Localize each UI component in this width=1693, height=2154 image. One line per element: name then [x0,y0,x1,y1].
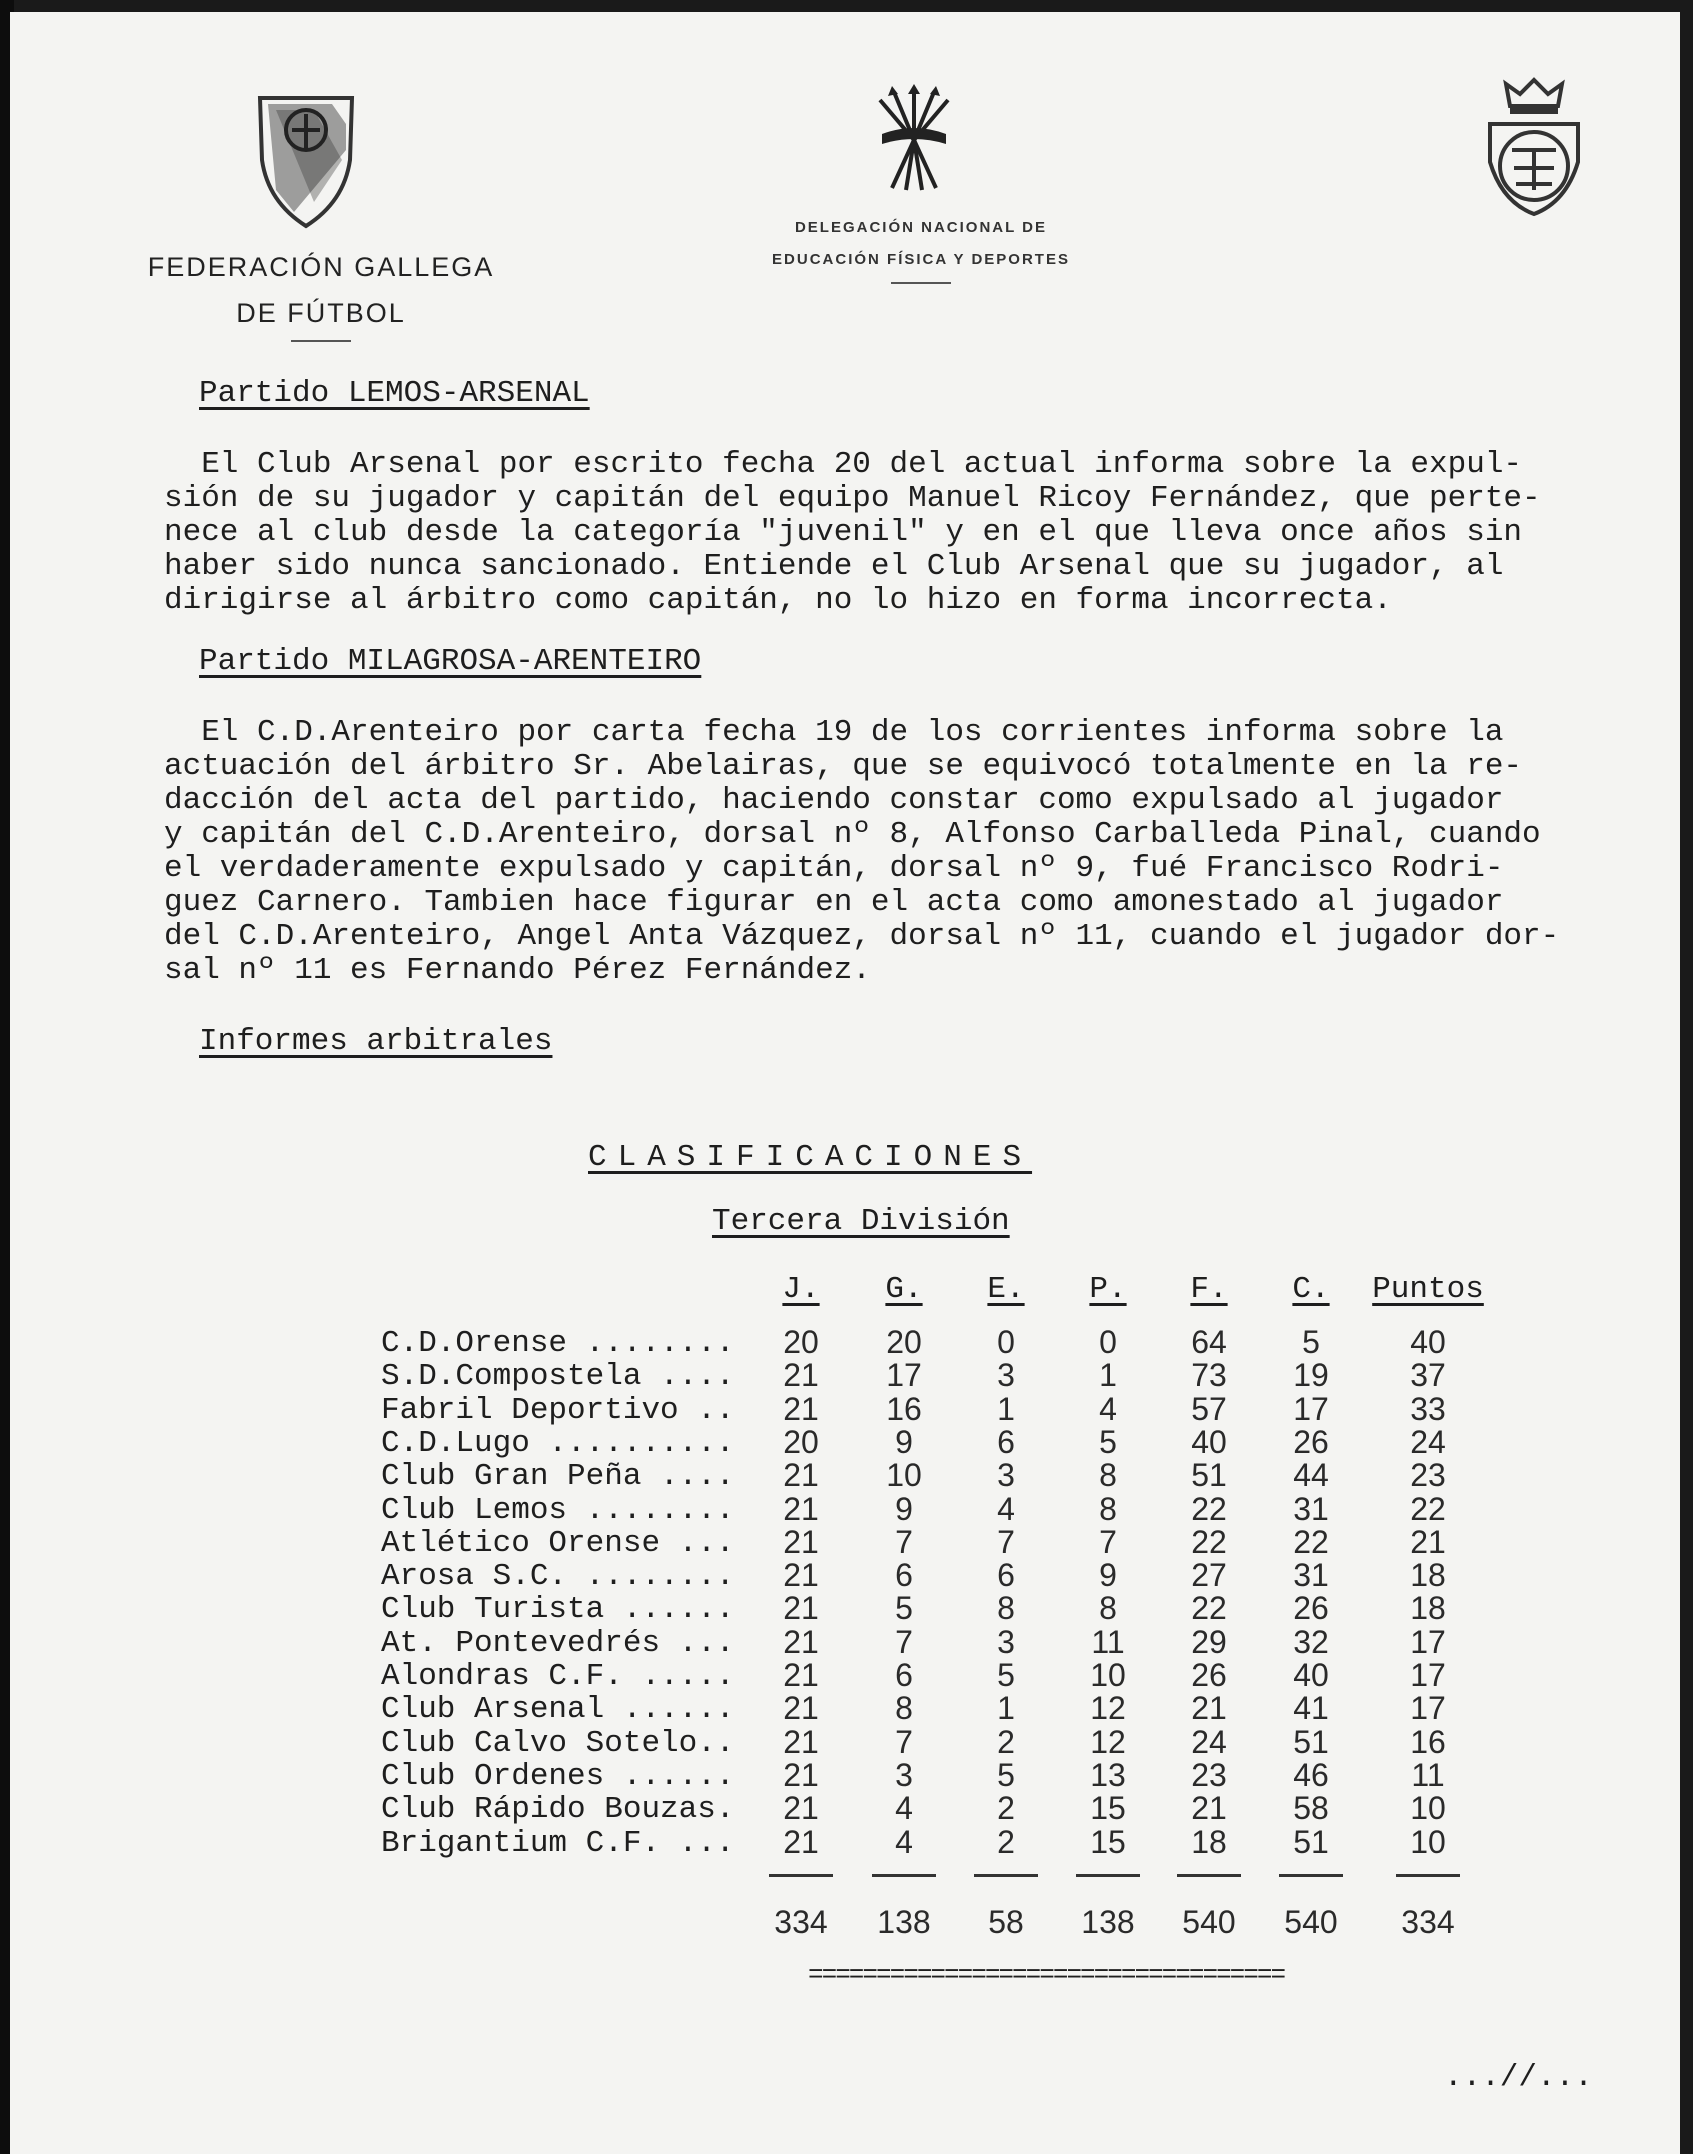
sum-rule [1076,1874,1140,1877]
table-cell: 8 [1099,1457,1117,1494]
table-cell: 21 [783,1523,819,1560]
team-name: At. Pontevedrés ... [381,1625,735,1661]
table-cell: 64 [1191,1324,1227,1360]
text-line: sal nº 11 es Fernando Pérez Fernández. [164,953,871,988]
sum-rule [1177,1874,1241,1877]
team-name: C.D.Lugo .......... [381,1425,735,1461]
table-cell: 10 [886,1457,922,1494]
table-cell: 12 [1090,1723,1126,1760]
text-line: guez Carnero. Tambien hace figurar en el acta como amonestado al jugador [164,885,1504,920]
table-cell: 22 [1191,1490,1227,1527]
table-cell: 16 [1410,1723,1446,1760]
yoke-arrows-icon [872,82,956,194]
team-name: Alondras C.F. ..... [381,1659,735,1694]
table-cell: 44 [1293,1457,1329,1494]
text-line: dacción del acta del partido, haciendo constar como expulsado al jugador [164,783,1504,818]
federation-crest-icon [254,90,358,230]
column-total: 334 [774,1904,828,1940]
table-cell: 31 [1293,1557,1329,1594]
text-line: dirigirse al árbitro como capitán, no lo hizo en forma incorrecta. [164,583,1392,618]
table-cell: 5 [1302,1324,1320,1360]
table-cell: 6 [895,1557,913,1594]
text-line: El Club Arsenal por escrito fecha 20 del actual informa sobre la expul- [164,447,1523,482]
table-cell: 2 [997,1823,1015,1860]
royal-crest-icon [1482,76,1586,218]
table-cell: 4 [895,1823,913,1860]
table-cell: 9 [1099,1557,1117,1594]
double-rule: =================================== [808,1960,1285,1990]
table-cell: 11 [1091,1623,1125,1660]
table-cell: 51 [1293,1723,1329,1760]
table-cell: 8 [1099,1590,1117,1627]
text-line: del C.D.Arenteiro, Angel Anta Vázquez, dorsal nº 11, cuando el jugador dor- [164,919,1560,954]
table-cell: 1 [997,1390,1015,1427]
federation-name [126,244,516,342]
team-name: Club Ordenes ...... [381,1758,735,1794]
table-cell: 10 [1410,1790,1446,1827]
table-cell: 10 [1410,1823,1446,1860]
table-cell: 22 [1410,1490,1446,1527]
table-cell: 41 [1293,1690,1329,1727]
table-cell: 29 [1191,1623,1227,1660]
table-cell: 19 [1293,1357,1329,1394]
table-cell: 22 [1191,1590,1227,1627]
table-cell: 33 [1410,1390,1446,1427]
section-heading-informes-arbitrales: Informes arbitrales [199,1024,553,1059]
document-page [10,12,1680,2154]
team-name: Club Arsenal ...... [381,1692,735,1728]
table-cell: 3 [997,1623,1015,1660]
sum-rule [974,1874,1038,1877]
divider [891,282,951,284]
table-cell: 18 [1410,1557,1446,1594]
table-cell: 26 [1293,1590,1329,1627]
text-line: El C.D.Arenteiro por carta fecha 19 de los corrientes informa sobre la [164,715,1504,750]
table-cell: 18 [1191,1823,1227,1860]
table-cell: 17 [1410,1690,1446,1727]
text-line: y capitán del C.D.Arenteiro, dorsal nº 8, Alfonso Carballeda Pinal, cuando [164,817,1541,852]
table-cell: 21 [1191,1690,1227,1727]
column-header: Puntos [1372,1272,1484,1307]
team-name: Fabril Deportivo .. [381,1392,735,1428]
team-name: Club Calvo Sotelo.. [381,1725,735,1761]
table-cell: 0 [997,1324,1015,1360]
table-cell: 5 [1099,1423,1117,1460]
table-cell: 40 [1191,1423,1227,1460]
table-cell: 1 [1099,1357,1117,1394]
sum-rule [1279,1874,1343,1877]
table-cell: 40 [1410,1324,1446,1360]
table-cell: 5 [997,1657,1015,1693]
table-cell: 9 [895,1490,913,1527]
table-cell: 17 [1293,1390,1329,1427]
table-cell: 23 [1191,1756,1227,1793]
table-cell: 17 [1410,1623,1446,1660]
column-total: 334 [1401,1904,1455,1940]
delegation-name-line2: EDUCACIÓN FÍSICA Y DEPORTES [772,251,1070,268]
federation-name-line2: DE FÚTBOL [236,298,406,328]
table-cell: 12 [1090,1690,1126,1727]
table-cell: 1 [997,1690,1015,1727]
sum-rule [872,1874,936,1877]
divider [291,340,351,342]
table-cell: 7 [895,1523,913,1560]
table-cell: 16 [886,1390,922,1427]
text-line: nece al club desde la categoría "juvenil" y en el que lleva once años sin [164,515,1523,550]
table-cell: 21 [783,1657,819,1693]
table-cell: 7 [997,1523,1015,1560]
table-cell: 58 [1293,1790,1329,1827]
team-name: C.D.Orense ........ [381,1326,735,1361]
column-total: 138 [1081,1904,1135,1940]
delegation-name-line1: DELEGACIÓN NACIONAL DE [794,219,1048,236]
table-cell: 18 [1410,1590,1446,1627]
table-cell: 3 [895,1756,913,1793]
table-cell: 20 [886,1324,922,1360]
column-header: F. [1190,1272,1228,1307]
table-cell: 3 [997,1457,1015,1494]
column-header: P. [1089,1272,1127,1307]
team-name: Arosa S.C. ........ [381,1559,735,1595]
table-cell: 22 [1191,1523,1227,1560]
standings-title: CLASIFICACIONES [588,1140,1033,1175]
table-cell: 5 [997,1756,1015,1793]
team-name: Atlético Orense ... [381,1525,735,1561]
table-cell: 27 [1191,1557,1227,1594]
table-cell: 51 [1191,1457,1227,1494]
table-cell: 26 [1293,1423,1329,1460]
table-cell: 6 [997,1557,1015,1594]
table-cell: 7 [895,1623,913,1660]
delegation-name [726,212,1116,284]
sum-rule [769,1874,833,1877]
division-title: Tercera División [712,1204,1010,1239]
sum-rule [1396,1874,1460,1877]
table-cell: 4 [997,1490,1015,1527]
table-cell: 2 [997,1790,1015,1827]
text-line: el verdaderamente expulsado y capitán, dorsal nº 9, fué Francisco Rodri- [164,851,1504,886]
table-cell: 2 [997,1723,1015,1760]
column-header: E. [987,1272,1025,1307]
table-cell: 31 [1293,1490,1329,1527]
table-cell: 21 [783,1557,819,1594]
table-cell: 6 [997,1423,1015,1460]
team-name: Club Rápido Bouzas. [381,1792,735,1828]
table-cell: 8 [895,1690,913,1727]
table-cell: 15 [1090,1790,1126,1827]
team-name: Club Turista ...... [381,1592,735,1628]
table-cell: 21 [783,1823,819,1860]
table-cell: 21 [1410,1523,1446,1560]
table-cell: 21 [783,1590,819,1627]
table-cell: 73 [1191,1357,1227,1394]
table-cell: 0 [1099,1324,1117,1360]
table-cell: 24 [1410,1423,1446,1460]
table-cell: 21 [783,1690,819,1727]
table-cell: 22 [1293,1523,1329,1560]
section-heading-lemos-arsenal: Partido LEMOS-ARSENAL [199,376,590,411]
table-cell: 4 [1099,1390,1117,1427]
table-cell: 6 [895,1657,913,1693]
table-cell: 32 [1293,1623,1329,1660]
table-cell: 10 [1090,1657,1126,1693]
team-name: S.D.Compostela .... [381,1359,735,1395]
table-cell: 8 [1099,1490,1117,1527]
section-heading-milagrosa-arenteiro: Partido MILAGROSA-ARENTEIRO [199,644,702,679]
table-cell: 11 [1411,1756,1445,1793]
table-cell: 20 [783,1324,819,1360]
table-cell: 21 [783,1457,819,1494]
table-cell: 46 [1293,1756,1329,1793]
table-cell: 21 [783,1756,819,1793]
table-cell: 7 [895,1723,913,1760]
table-cell: 24 [1191,1723,1227,1760]
table-cell: 7 [1099,1523,1117,1560]
federation-name-line1: FEDERACIÓN GALLEGA [147,252,495,282]
table-cell: 21 [1191,1790,1227,1827]
team-name: Club Lemos ........ [381,1492,735,1528]
column-total: 58 [988,1904,1024,1940]
column-header: J. [782,1272,820,1307]
table-cell: 40 [1293,1657,1329,1693]
team-name: Brigantium C.F. ... [381,1825,735,1861]
table-cell: 17 [886,1357,922,1394]
table-cell: 21 [783,1790,819,1827]
table-cell: 21 [783,1390,819,1427]
table-cell: 21 [783,1623,819,1660]
text-line: actuación del árbitro Sr. Abelairas, que se equivocó totalmente en la re- [164,749,1523,784]
column-total: 138 [877,1904,931,1940]
column-header: G. [885,1272,923,1307]
table-cell: 4 [895,1790,913,1827]
table-cell: 23 [1410,1457,1446,1494]
table-cell: 51 [1293,1823,1329,1860]
table-cell: 3 [997,1357,1015,1394]
column-header: C. [1292,1272,1330,1307]
table-cell: 8 [997,1590,1015,1627]
column-total: 540 [1182,1904,1236,1940]
table-cell: 26 [1191,1657,1227,1693]
table-cell: 37 [1410,1357,1446,1394]
text-line: haber sido nunca sancionado. Entiende el Club Arsenal que su jugador, al [164,549,1504,584]
column-total: 540 [1284,1904,1338,1940]
table-cell: 21 [783,1490,819,1527]
table-cell: 13 [1090,1756,1126,1793]
table-cell: 57 [1191,1390,1227,1427]
table-cell: 21 [783,1357,819,1394]
continuation-mark: ...//... [1444,2060,1593,2095]
table-cell: 20 [783,1423,819,1460]
table-cell: 5 [895,1590,913,1627]
text-line: sión de su jugador y capitán del equipo Manuel Ricoy Fernández, que perte- [164,481,1541,516]
table-cell: 21 [783,1723,819,1760]
team-name: Club Gran Peña .... [381,1459,735,1495]
table-cell: 9 [895,1423,913,1460]
table-cell: 15 [1090,1823,1126,1860]
table-cell: 17 [1410,1657,1446,1693]
